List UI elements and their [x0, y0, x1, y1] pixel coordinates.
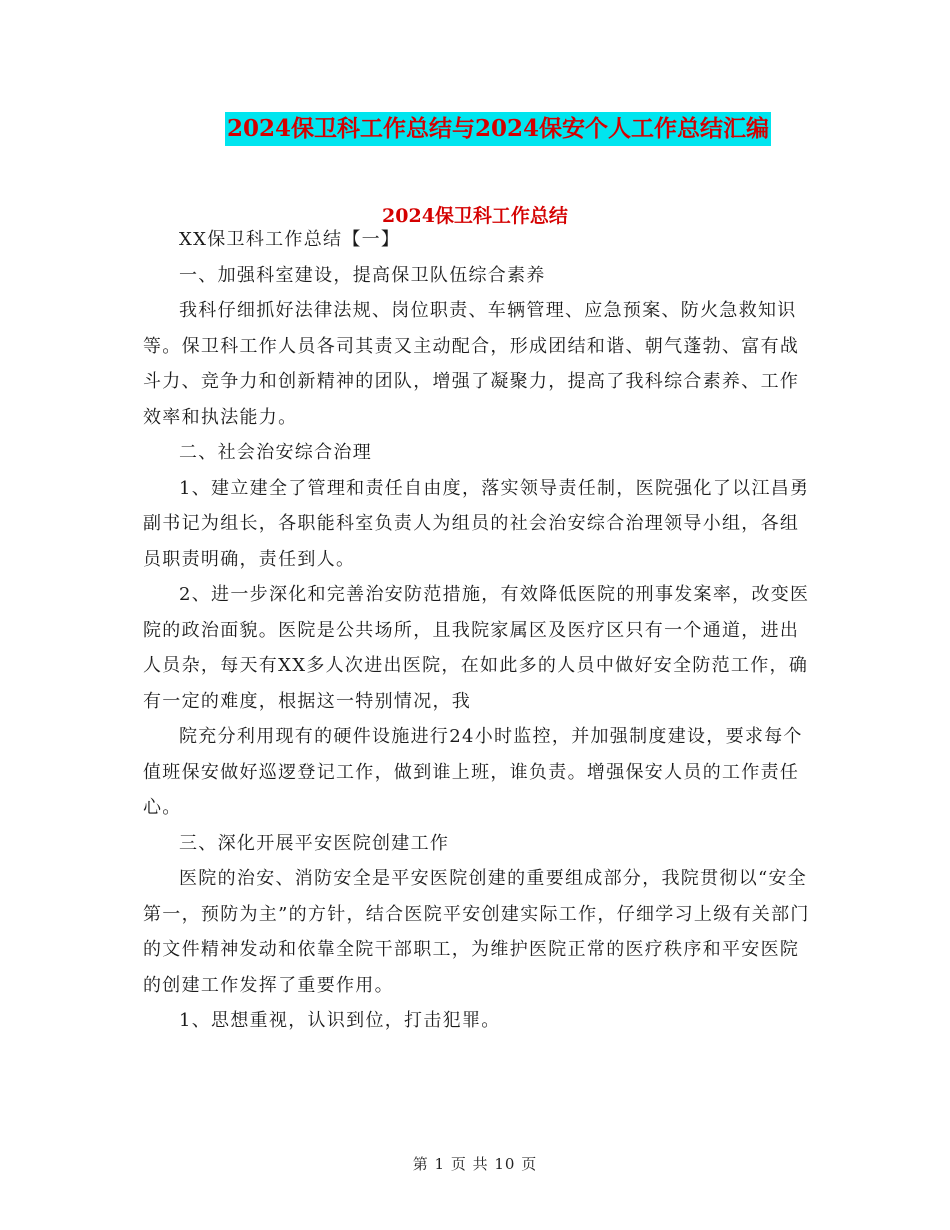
paragraph-3: 2、进一步深化和完善治安防范措施，有效降低医院的刑事发案率，改变医院的政治面貌。医院是公共场所，且我院家属区及医疗区只有一个通道，进出人员杂，每天有XX多人次进出医院，在如此多的人员中做好安全防范工作，确有一定的难度，根据这一特别情况，我 [143, 584, 810, 712]
paragraph-1: 我科仔细抓好法律法规、岗位职责、车辆管理、应急预案、防火急救知识等。保卫科工作人员各司其责又主动配合，形成团结和谐、朝气蓬勃、富有战斗力、竞争力和创新精神的团队，增强了凝聚力，提高了我科综合素养、工作效率和执法能力。 [143, 300, 800, 428]
paragraph-heading-1: XX保卫科工作总结【一】 [179, 229, 401, 250]
paragraph-subheading-3: 三、深化开展平安医院创建工作 [179, 832, 450, 854]
section-title: 2024保卫科工作总结 [382, 205, 568, 227]
paragraph-2: 1、建立建全了管理和责任自由度，落实领导责任制，医院强化了以江昌勇副书记为组长，各职能科室负责人为组员的社会治安综合治理领导小组，各组员职责明确，责任到人。 [143, 477, 810, 570]
title-area [0, 112, 950, 146]
page-title: 2024保卫科工作总结与2024保安个人工作总结汇编 [225, 112, 771, 146]
paragraph-4: 院充分利用现有的硬件设施进行24小时监控，并加强制度建设，要求每个值班保安做好巡逻登记工作，做到谁上班，谁负责。增强保安人员的工作责任心。 [143, 726, 803, 818]
paragraph-subheading-1: 一、加强科室建设，提高保卫队伍综合素养 [179, 264, 546, 286]
paragraph-subheading-2: 二、社会治安综合治理 [179, 442, 372, 463]
paragraph-6: 1、思想重视，认识到位，打击犯罪。 [179, 1010, 501, 1031]
body-text [143, 222, 813, 1039]
paragraph-5: 医院的治安、消防安全是平安医院创建的重要组成部分，我院贯彻以“安全第一，预防为主”的方针，结合医院平安创建实际工作，仔细学习上级有关部门的文件精神发动和依靠全院干部职工，为维护医院正常的医疗秩序和平安医院的创建工作发挥了重要作用。 [143, 868, 810, 996]
page-footer: 第 1 页 共 10 页 [412, 1155, 538, 1173]
